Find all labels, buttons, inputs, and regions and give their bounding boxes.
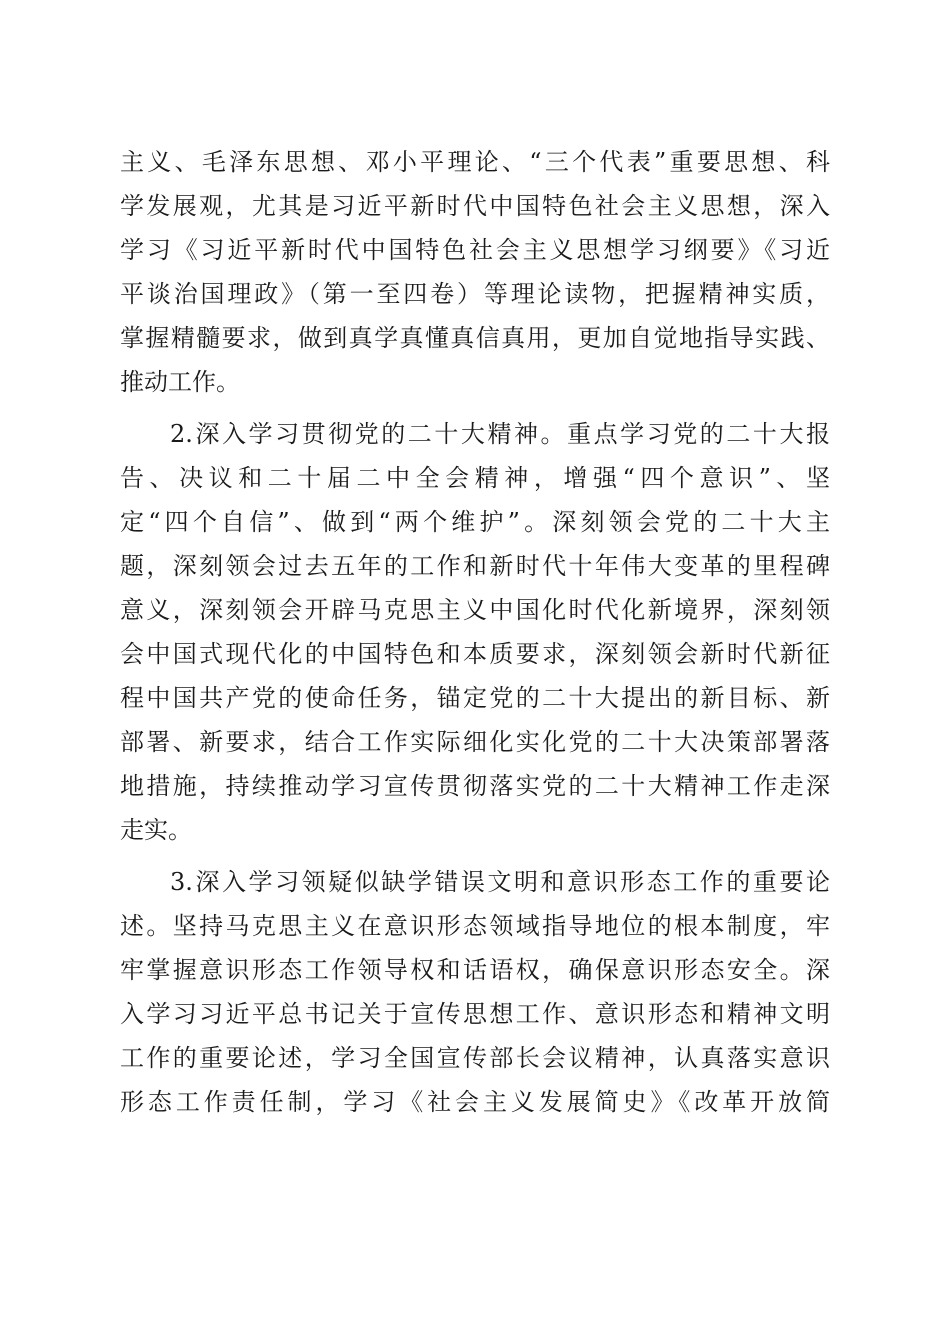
text-line: 会中国式现代化的中国特色和本质要求，深刻领会新时代新征: [120, 640, 830, 668]
text-line: 形态工作责任制，学习《社会主义发展简史》《改革开放简: [120, 1088, 830, 1116]
text-line: 掌握精髓要求，做到真学真懂真信真用，更加自觉地指导实践、: [120, 324, 830, 352]
text-line: 牢掌握意识形态工作领导权和话语权，确保意识形态安全。深: [120, 956, 830, 984]
text-line: 入学习习近平总书记关于宣传思想工作、意识形态和精神文明: [120, 1000, 830, 1028]
text-line: 地措施，持续推动学习宣传贯彻落实党的二十大精神工作走深: [120, 772, 830, 800]
paragraph-heading-line: 2.深入学习贯彻党的二十大精神。重点学习党的二十大报: [170, 420, 830, 448]
text-line: 学发展观，尤其是习近平新时代中国特色社会主义思想，深入: [120, 192, 830, 220]
text-line: 推动工作。: [120, 368, 240, 396]
text-line: 意义，深刻领会开辟马克思主义中国化时代化新境界，深刻领: [120, 596, 830, 624]
text-line: 主义、毛泽东思想、邓小平理论、“三个代表”重要思想、科: [120, 148, 830, 176]
text-line: 学习《习近平新时代中国特色社会主义思想学习纲要》《习近: [120, 236, 830, 264]
text-line: 平谈治国理政》（第一至四卷）等理论读物，把握精神实质，: [120, 280, 830, 308]
text-line: 程中国共产党的使命任务，锚定党的二十大提出的新目标、新: [120, 684, 830, 712]
text-line: 工作的重要论述，学习全国宣传部长会议精神，认真落实意识: [120, 1044, 830, 1072]
text-line: 走实。: [120, 816, 192, 844]
text-line: 部署、新要求，结合工作实际细化实化党的二十大决策部署落: [120, 728, 830, 756]
paragraph-heading-line: 3.深入学习领疑似缺学错误文明和意识形态工作的重要论: [170, 868, 830, 896]
text-line: 题，深刻领会过去五年的工作和新时代十年伟大变革的里程碑: [120, 552, 830, 580]
text-line: 定“四个自信”、做到“两个维护”。深刻领会党的二十大主: [120, 508, 830, 536]
text-line: 述。坚持马克思主义在意识形态领域指导地位的根本制度，牢: [120, 912, 830, 940]
text-line: 告、决议和二十届二中全会精神，增强“四个意识”、坚: [120, 464, 830, 492]
